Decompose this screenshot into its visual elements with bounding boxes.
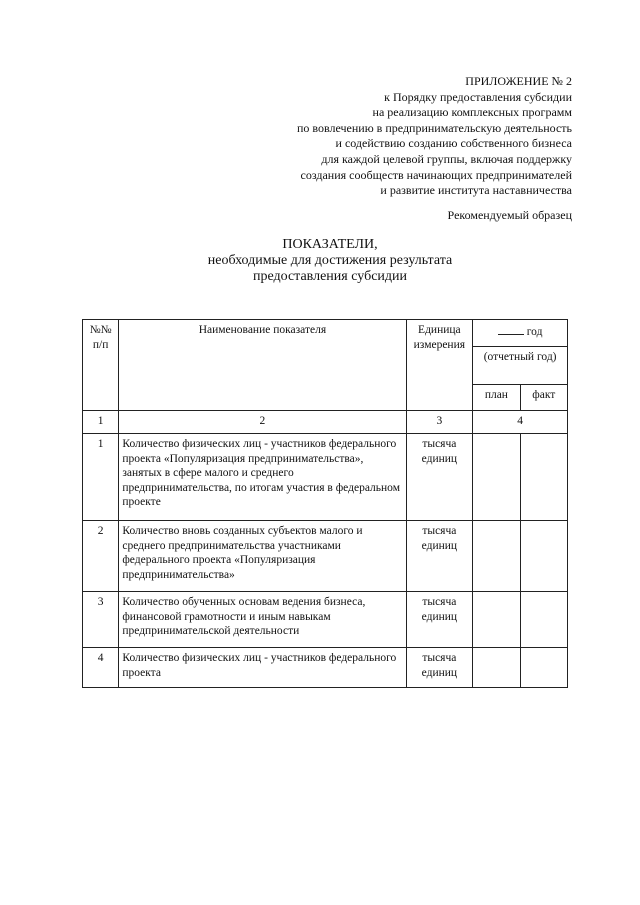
header-year-note: (отчетный год): [473, 347, 568, 384]
row-plan: [473, 592, 520, 648]
row-num: 2: [83, 521, 119, 592]
appendix-header: [297, 74, 572, 199]
header-unit: Единица измерения: [406, 320, 473, 411]
header-row: [83, 320, 568, 347]
appendix-line: по вовлечению в предпринимательскую деятельность: [296, 120, 572, 135]
title-line-2: необходимые для достижения результата: [207, 253, 453, 268]
col-number: 4: [473, 411, 568, 434]
row-name: Количество физических лиц - участников федерального проекта «Популяризация предпринимательства», занятых в сфере малого и среднего предпринимательства, по итогам участия в федеральном проекте: [119, 434, 406, 521]
row-plan: [473, 648, 520, 688]
appendix-line: на реализацию комплексных программ: [372, 105, 572, 120]
table-row: [83, 434, 568, 521]
appendix-line: и развитие института наставничества: [380, 183, 572, 198]
appendix-line: и содействию созданию собственного бизнеса: [335, 136, 572, 151]
row-name: Количество вновь созданных субъектов малого и среднего предпринимательства участниками федерального проекта «Популяризация предпринимательства»: [119, 521, 406, 592]
document-title: [0, 237, 640, 285]
header-plan: план: [473, 384, 520, 410]
row-plan: [473, 434, 520, 521]
column-number-row: [83, 411, 568, 434]
row-num: 3: [83, 592, 119, 648]
row-unit: тысяча единиц: [406, 434, 473, 521]
header-year-label: год: [526, 326, 543, 338]
table-row: [83, 648, 568, 688]
row-num: 4: [83, 648, 119, 688]
row-fact: [520, 521, 567, 592]
header-fact: факт: [520, 384, 567, 410]
appendix-line: к Порядку предоставления субсидии: [384, 89, 572, 104]
col-number: 3: [406, 411, 473, 434]
table-row: [83, 592, 568, 648]
row-unit: тысяча единиц: [406, 592, 473, 648]
year-blank: [498, 323, 524, 335]
row-fact: [520, 434, 567, 521]
row-name: Количество физических лиц - участников федерального проекта: [119, 648, 406, 688]
sample-label: Рекомендуемый образец: [447, 208, 572, 222]
row-fact: [520, 648, 567, 688]
row-fact: [520, 592, 567, 648]
header-name: Наименование показателя: [119, 320, 406, 411]
row-unit: тысяча единиц: [406, 648, 473, 688]
row-plan: [473, 521, 520, 592]
col-number: 2: [119, 411, 406, 434]
row-name: Количество обученных основам ведения бизнеса, финансовой грамотности и иным навыкам предпринимательской деятельности: [119, 592, 406, 648]
table-row: [83, 521, 568, 592]
row-num: 1: [83, 434, 119, 521]
col-number: 1: [83, 411, 119, 434]
appendix-line: для каждой целевой группы, включая поддержку: [321, 151, 572, 166]
indicators-table: [82, 319, 568, 688]
row-unit: тысяча единиц: [406, 521, 473, 592]
appendix-line: создания сообществ начинающих предпринимателей: [300, 167, 572, 182]
appendix-line: ПРИЛОЖЕНИЕ № 2: [465, 74, 572, 88]
header-num: №№ п/п: [83, 320, 119, 411]
header-year: [473, 320, 568, 347]
title-line-1: ПОКАЗАТЕЛИ,: [282, 237, 378, 252]
title-line-3: предоставления субсидии: [252, 269, 408, 284]
